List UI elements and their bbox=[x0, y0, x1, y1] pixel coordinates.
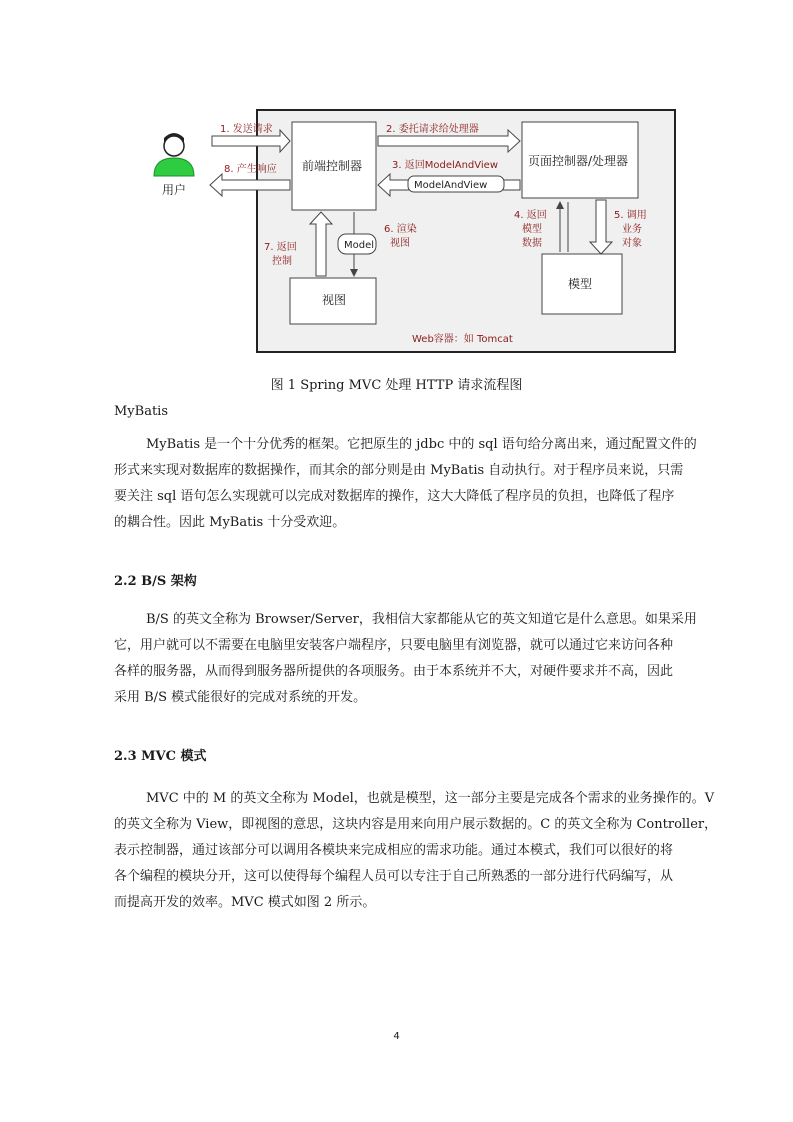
model-label: 模型 bbox=[568, 277, 593, 291]
model-tag-label: Model bbox=[344, 240, 375, 251]
view-label: 视图 bbox=[322, 293, 347, 307]
arrow-4-label-a: 4. 返回 bbox=[514, 210, 547, 221]
page-number: 4 bbox=[393, 1031, 400, 1042]
arrow-6-label-b: 视图 bbox=[390, 238, 410, 249]
arrow-4-label-b: 模型 bbox=[522, 224, 542, 235]
figure-1 bbox=[140, 100, 680, 360]
mybatis-line: 形式来实现对数据库的数据操作，而其余的部分则是由 MyBatis 自动执行。对于程序员来说，只需 bbox=[114, 463, 684, 478]
modelandview-tag-label: ModelAndView bbox=[414, 180, 488, 191]
figure-1-caption: 图 1 Spring MVC 处理 HTTP 请求流程图 bbox=[270, 378, 523, 393]
section-2-3-heading: 2.3 MVC 模式 bbox=[114, 749, 207, 764]
bs-line: B/S 的英文全称为 Browser/Server，我相信大家都能从它的英文知道它是什么意思。如果采用 bbox=[146, 612, 697, 627]
mvc-line: 而提高开发的效率。MVC 模式如图 2 所示。 bbox=[114, 895, 376, 910]
mvc-line: 各个编程的模块分开，这可以使得每个编程人员可以专注于自己所熟悉的一部分进行代码编写，从 bbox=[114, 869, 674, 884]
mvc-paragraph bbox=[114, 786, 720, 916]
user-label: 用户 bbox=[162, 183, 187, 197]
bs-line: 采用 B/S 模式能很好的完成对系统的开发。 bbox=[114, 690, 367, 705]
web-container-label: Web容器：如 Tomcat bbox=[412, 334, 513, 345]
arrow-4-label-c: 数据 bbox=[522, 238, 542, 249]
arrow-2-label: 2. 委托请求给处理器 bbox=[386, 124, 479, 135]
arrow-5-label-c: 对象 bbox=[622, 238, 642, 249]
mybatis-line: MyBatis 是一个十分优秀的框架。它把原生的 jdbc 中的 sql 语句给分离出来，通过配置文件的 bbox=[146, 437, 697, 452]
arrow-6-label-a: 6. 渲染 bbox=[384, 224, 417, 235]
bs-line: 它，用户就可以不需要在电脑里安装客户端程序，只要电脑里有浏览器，就可以通过它来访问各种 bbox=[114, 638, 674, 653]
arrow-8-label: 8. 产生响应 bbox=[224, 164, 277, 175]
mybatis-line: 的耦合性。因此 MyBatis 十分受欢迎。 bbox=[114, 515, 346, 530]
user-icon bbox=[154, 133, 194, 176]
arrow-5-label-a: 5. 调用 bbox=[614, 210, 647, 221]
mybatis-paragraph bbox=[114, 432, 720, 536]
section-2-2-heading: 2.2 B/S 架构 bbox=[114, 574, 197, 589]
mvc-line: 表示控制器，通过该部分可以调用各模块来完成相应的需求功能。通过本模式，我们可以很好的将 bbox=[114, 843, 674, 858]
mvc-line: MVC 中的 M 的英文全称为 Model，也就是模型，这一部分主要是完成各个需求的业务操作的。V bbox=[146, 791, 715, 806]
page-controller-label: 页面控制器/处理器 bbox=[528, 154, 629, 168]
arrow-7-label-b: 控制 bbox=[272, 256, 292, 267]
mybatis-line: 要关注 sql 语句怎么实现就可以完成对数据库的操作，这大大降低了程序员的负担，也降低了程序 bbox=[114, 489, 675, 504]
mvc-line: 的英文全称为 View，即视图的意思，这块内容是用来向用户展示数据的。C 的英文全称为 Controller， bbox=[114, 817, 718, 832]
bs-line: 各样的服务器，从而得到服务器所提供的各项服务。由于本系统并不大，对硬件要求并不高，因此 bbox=[114, 664, 674, 679]
arrow-1-label: 1. 发送请求 bbox=[220, 124, 273, 135]
mvc-flow-diagram bbox=[140, 100, 680, 360]
arrow-3-label: 3. 返回ModelAndView bbox=[392, 160, 499, 171]
front-controller-label: 前端控制器 bbox=[302, 159, 363, 173]
arrow-5-label-b: 业务 bbox=[622, 224, 642, 235]
bs-paragraph bbox=[114, 607, 720, 711]
arrow-7-label-a: 7. 返回 bbox=[264, 242, 297, 253]
mybatis-title: MyBatis bbox=[114, 404, 169, 419]
